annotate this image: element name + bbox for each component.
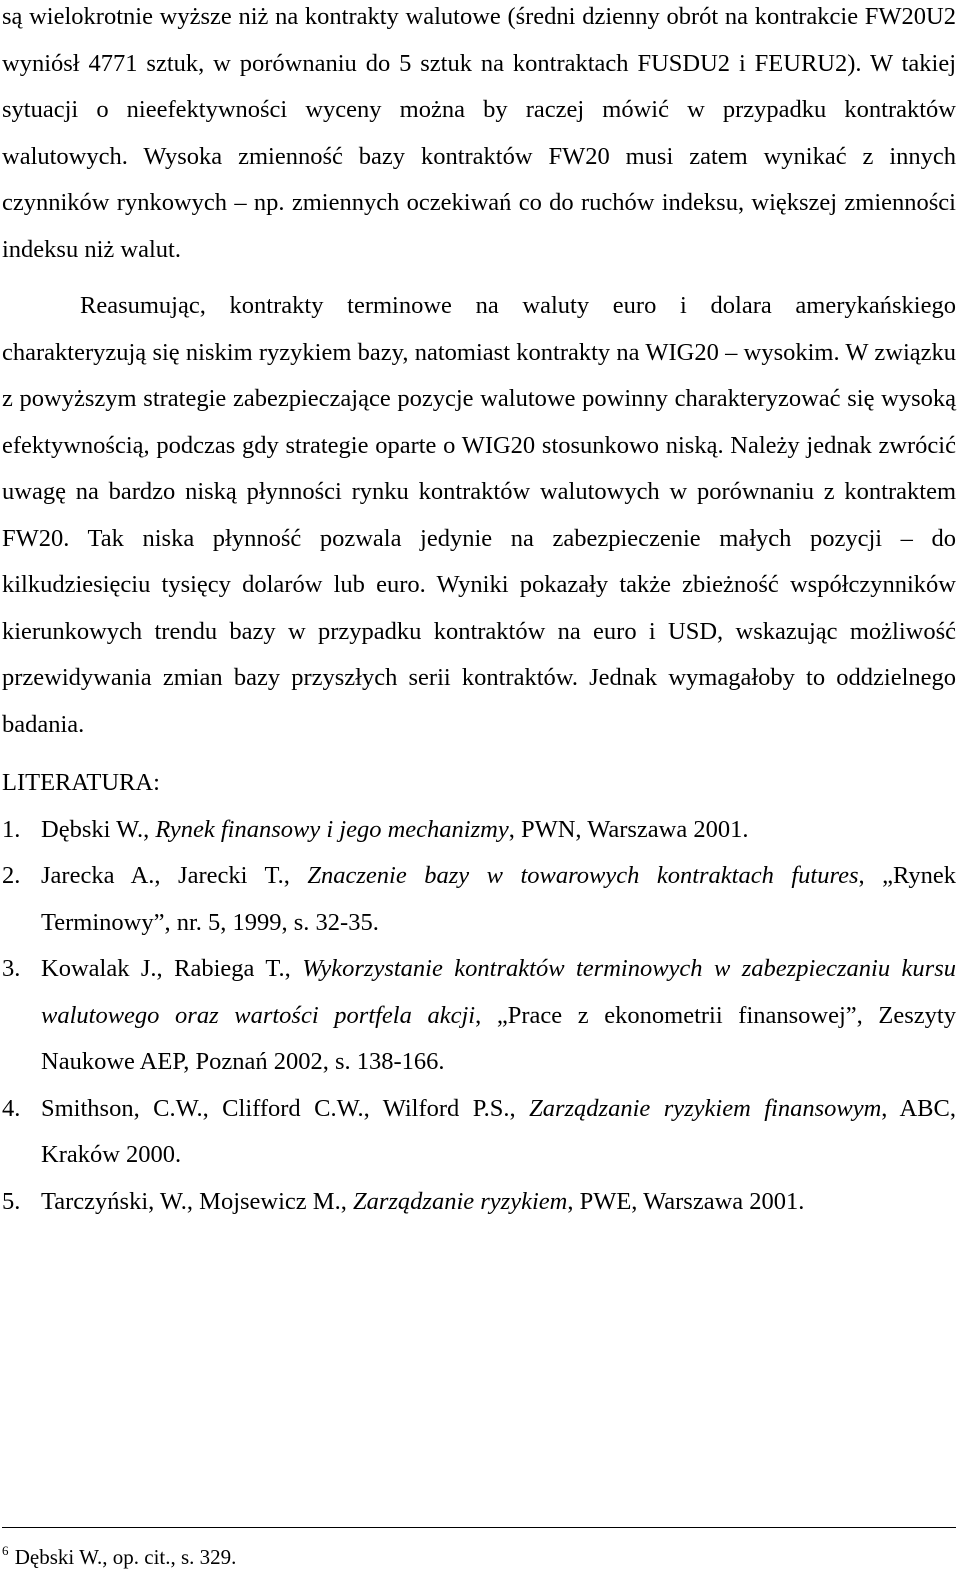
- literature-item-number: 5.: [2, 1187, 21, 1215]
- body-paragraph-2: Reasumując, kontrakty terminowe na waluty euro i dolara amerykańskiego charakteryzują się niskim ryzykiem bazy, natomiast kontrakty na WIG20 – wysokim. W związku z powyższym strategie zabezpieczające pozycje walutowe powinny charakteryzować się wysoką efektywnością, podczas gdy strategie oparte o WIG20 stosunkowo niską. Należy jednak zwrócić uwagę na bardzo niską płynności rynku kontraktów walutowych w porównaniu z kontraktem FW20. Tak niska płynność pozwala jedynie na zabezpieczenie małych pozycji – do kilkudziesięciu tysięcy dolarów lub euro. Wyniki pokazały także zbieżność współczynników kierunkowych trendu bazy w przypadku kontraktów na euro i USD, wskazując możliwość przewidywania zmian bazy przyszłych serii kontraktów. Jednak wymagałoby to oddzielnego badania.: [2, 292, 956, 738]
- literature-item-title: Zarządzanie ryzykiem: [352, 1187, 568, 1215]
- literature-item-title: Zarządzanie ryzykiem finansowym: [529, 1094, 882, 1122]
- literature-item: [2, 1179, 956, 1226]
- literature-item-authors: Jarecka A., Jarecki T.,: [41, 862, 308, 889]
- literature-item-authors: Smithson, C.W., Clifford C.W., Wilford P.S.,: [41, 1094, 530, 1122]
- literature-item-number: 2.: [2, 862, 21, 889]
- body-paragraph-1: są wielokrotnie wyższe niż na kontrakty walutowe (średni dzienny obrót na kontrakcie FW20U2 wyniósł 4771 sztuk, w porównaniu do 5 sztuk na kontraktach FUSDU2 i FEURU2). W takiej sytuacji o nieefektywności wyceny można by raczej mówić w przypadku kontraktów walutowych. Wysoka zmienność bazy kontraktów FW20 musi zatem wynikać z innych czynników rynkowych – np. zmiennych oczekiwań co do ruchów indeksu, większej zmienności indeksu niż walut.: [2, 3, 956, 263]
- literature-item-number: 3.: [2, 955, 21, 982]
- literature-item-number: 4.: [2, 1094, 21, 1122]
- footnote: [2, 1536, 236, 1572]
- literature-item-title: Wykorzystanie kontraktów terminowych w zabezpieczaniu kursu walutowego oraz wartości portfela akcji: [41, 955, 956, 1029]
- literature-item-number: 1.: [2, 815, 21, 843]
- literature-item: [2, 1086, 956, 1179]
- footnote-text: Dębski W., op. cit., s. 329.: [14, 1545, 237, 1569]
- literature-list: [2, 807, 956, 1226]
- literature-item-authors: Dębski W.,: [41, 815, 156, 843]
- literature-item-publication: , ABC, Kraków 2000.: [41, 1094, 956, 1168]
- literature-item: [2, 946, 956, 1086]
- literature-heading: LITERATURA:: [2, 769, 160, 796]
- literature-item-publication: , „Rynek Terminowy”, nr. 5, 1999, s. 32-35.: [41, 862, 957, 936]
- literature-item: [2, 807, 956, 854]
- footnote-marker: 6: [2, 1543, 9, 1558]
- literature-item-title: Rynek finansowy i jego mechanizmy: [155, 815, 509, 843]
- literature-item-publication: , „Prace z ekonometrii finansowej”, Zeszyty Naukowe AEP, Poznań 2002, s. 138-166.: [41, 1001, 956, 1075]
- literature-item-publication: , PWN, Warszawa 2001.: [508, 815, 749, 843]
- literature-item-authors: Tarczyński, W., Mojsewicz M.,: [41, 1187, 353, 1215]
- literature-item-authors: Kowalak J., Rabiega T.,: [41, 955, 303, 982]
- literature-item-publication: , PWE, Warszawa 2001.: [567, 1187, 805, 1215]
- literature-item-title: Znaczenie bazy w towarowych kontraktach futures: [307, 862, 859, 889]
- document-page: [2, 0, 956, 1225]
- footnote-separator: [2, 1527, 956, 1528]
- literature-item: [2, 853, 956, 946]
